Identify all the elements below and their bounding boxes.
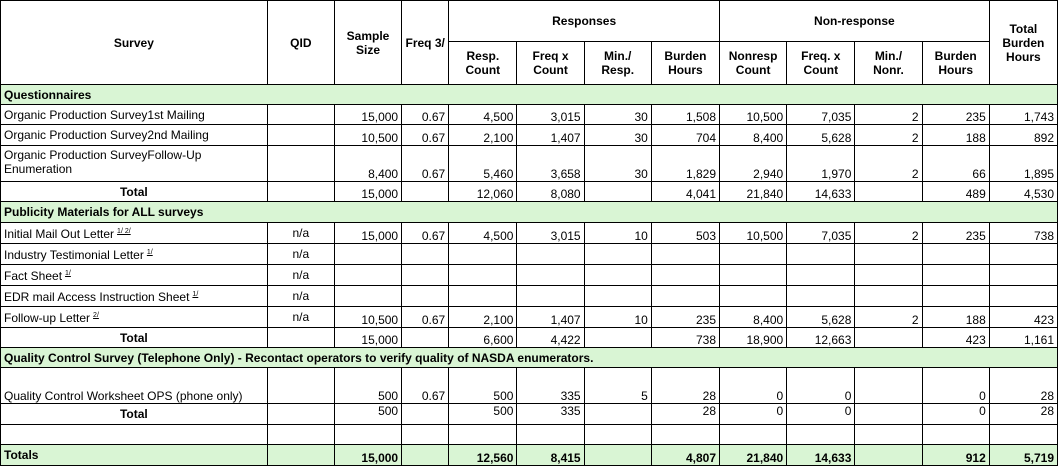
nonresp-count-cell: 2,940 (720, 146, 787, 182)
sample-size-cell: 500 (334, 368, 401, 404)
table-row (1, 368, 1058, 404)
total-row (1, 328, 1058, 348)
table-row (1, 105, 1058, 125)
total-burden-cell: 1,895 (989, 146, 1057, 182)
nonresp-count-cell: 21,840 (720, 182, 787, 202)
total-label: Total (1, 182, 268, 202)
nr-burden-hours-cell: 489 (922, 182, 989, 202)
sample-size-cell: 15,000 (334, 328, 401, 348)
section-row (1, 85, 1058, 105)
burden-hours-cell: 503 (651, 223, 719, 244)
freq-x-count-cell: 3,658 (517, 146, 584, 182)
freq-cell: 0.67 (402, 307, 449, 328)
total-row (1, 182, 1058, 202)
nonresp-count-cell: 0 (720, 368, 787, 404)
burden-hours-cell: 4,807 (651, 445, 719, 466)
nr-burden-hours-cell: 188 (922, 307, 989, 328)
table-row (1, 307, 1058, 328)
min-resp-cell: 30 (584, 146, 651, 182)
header-total-burden-hours: Total Burden Hours (989, 1, 1057, 85)
survey-name: Organic Production SurveyFollow-Up Enumeration (1, 146, 268, 182)
min-resp-cell: 30 (584, 125, 651, 146)
total-burden-cell: 28 (989, 368, 1057, 404)
footnote-marker: 2/ (93, 312, 99, 319)
footnote-marker: 1/ (192, 291, 199, 298)
total-burden-cell: 423 (989, 307, 1057, 328)
nr-burden-hours-cell: 235 (922, 105, 989, 125)
nonresp-count-cell: 10,500 (720, 105, 787, 125)
header-min-resp: Min./ Resp. (584, 42, 651, 85)
resp-count-cell: 500 (449, 368, 517, 404)
freq-x-count-cell: 8,080 (517, 182, 584, 202)
table-row (1, 223, 1058, 244)
resp-count-cell: 500 (449, 404, 517, 425)
header-burden-hours-nr: Burden Hours (922, 42, 989, 85)
footnote-marker: 1/ (146, 249, 153, 256)
min-resp-cell: 10 (584, 307, 651, 328)
total-label: Total (1, 404, 268, 425)
freq-cell: 0.67 (402, 223, 449, 244)
resp-count-cell: 12,060 (449, 182, 517, 202)
freq-x-count-cell: 1,407 (517, 307, 584, 328)
sample-size-cell: 8,400 (334, 146, 401, 182)
freq-x-count-cell: 3,015 (517, 105, 584, 125)
min-resp-cell: 10 (584, 223, 651, 244)
qid-cell (267, 146, 334, 182)
burden-hours-cell: 235 (651, 307, 719, 328)
section-row (1, 202, 1058, 223)
survey-name: Quality Control Worksheet OPS (phone only) (1, 368, 268, 404)
burden-hours-cell: 1,829 (651, 146, 719, 182)
nr-burden-hours-cell: 188 (922, 125, 989, 146)
qid-cell: n/a (267, 307, 334, 328)
resp-count-cell: 12,560 (449, 445, 517, 466)
survey-name (1, 286, 268, 307)
sample-size-cell: 500 (334, 404, 401, 425)
survey-name-text: Initial Mail Out Letter (4, 227, 115, 241)
nr-burden-hours-cell: 235 (922, 223, 989, 244)
min-nonr-cell: 2 (855, 125, 922, 146)
qid-cell: n/a (267, 286, 334, 307)
table-row (1, 286, 1058, 307)
nonresp-count-cell: 10,500 (720, 223, 787, 244)
total-label: Total (1, 328, 268, 348)
freq-cell: 0.67 (402, 368, 449, 404)
total-burden-cell: 5,719 (989, 445, 1057, 466)
min-nonr-cell: 2 (855, 307, 922, 328)
nr-freq-x-count-cell: 0 (787, 368, 855, 404)
nonresp-count-cell: 0 (720, 404, 787, 425)
nr-freq-x-count-cell: 14,633 (787, 445, 855, 466)
total-burden-cell: 4,530 (989, 182, 1057, 202)
table-row (1, 125, 1058, 146)
nr-freq-x-count-cell: 0 (787, 404, 855, 425)
survey-name: Organic Production Survey2nd Mailing (1, 125, 268, 146)
burden-hours-cell: 28 (651, 404, 719, 425)
header-freq-x-count: Freq x Count (517, 42, 584, 85)
sample-size-cell: 15,000 (334, 105, 401, 125)
burden-hours-cell: 4,041 (651, 182, 719, 202)
header-freq-x-count-nr: Freq. x Count (787, 42, 855, 85)
footnote-marker: 1/ 2/ (117, 228, 131, 235)
section-title: Publicity Materials for ALL surveys (1, 202, 1058, 223)
total-burden-cell: 28 (989, 404, 1057, 425)
survey-name (1, 223, 268, 244)
freq-cell: 0.67 (402, 105, 449, 125)
nr-freq-x-count-cell: 7,035 (787, 105, 855, 125)
header-min-nonr: Min./ Nonr. (855, 42, 922, 85)
min-nonr-cell: 2 (855, 146, 922, 182)
burden-hours-cell: 1,508 (651, 105, 719, 125)
nr-burden-hours-cell: 0 (922, 368, 989, 404)
nonresp-count-cell: 8,400 (720, 307, 787, 328)
header-non-response: Non-response (720, 1, 990, 42)
qid-cell: n/a (267, 244, 334, 265)
nr-burden-hours-cell: 0 (922, 404, 989, 425)
resp-count-cell: 4,500 (449, 105, 517, 125)
freq-x-count-cell: 4,422 (517, 328, 584, 348)
qid-cell: n/a (267, 223, 334, 244)
sample-size-cell: 15,000 (334, 445, 401, 466)
survey-name (1, 265, 268, 286)
nr-freq-x-count-cell: 12,663 (787, 328, 855, 348)
header-burden-hours: Burden Hours (651, 42, 719, 85)
burden-hours-cell: 28 (651, 368, 719, 404)
header-survey: Survey (1, 1, 268, 85)
nr-freq-x-count-cell: 7,035 (787, 223, 855, 244)
nonresp-count-cell: 18,900 (720, 328, 787, 348)
header-freq: Freq 3/ (402, 1, 449, 85)
footnote-marker: 1/ (65, 270, 71, 277)
grand-total-row (1, 445, 1058, 466)
qid-cell: n/a (267, 265, 334, 286)
nr-freq-x-count-cell: 14,633 (787, 182, 855, 202)
grand-total-label: Totals (1, 445, 268, 466)
nr-freq-x-count-cell: 5,628 (787, 307, 855, 328)
empty-row (1, 425, 1058, 445)
nr-burden-hours-cell: 66 (922, 146, 989, 182)
header-resp-count: Resp. Count (449, 42, 517, 85)
freq-cell: 0.67 (402, 125, 449, 146)
nr-freq-x-count-cell: 1,970 (787, 146, 855, 182)
sample-size-cell: 15,000 (334, 182, 401, 202)
table-row (1, 146, 1058, 182)
survey-name-text: EDR mail Access Instruction Sheet (4, 290, 190, 304)
min-resp-cell: 30 (584, 105, 651, 125)
freq-x-count-cell: 8,415 (517, 445, 584, 466)
total-burden-cell: 1,743 (989, 105, 1057, 125)
freq-x-count-cell: 335 (517, 368, 584, 404)
section-row (1, 348, 1058, 368)
table-row (1, 244, 1058, 265)
total-burden-cell: 1,161 (989, 328, 1057, 348)
header-responses: Responses (449, 1, 720, 42)
burden-hours-cell: 704 (651, 125, 719, 146)
burden-hours-cell: 738 (651, 328, 719, 348)
survey-name-text: Follow-up Letter (4, 311, 91, 325)
table-row (1, 265, 1058, 286)
total-row (1, 404, 1058, 425)
total-burden-cell: 892 (989, 125, 1057, 146)
nonresp-count-cell: 8,400 (720, 125, 787, 146)
survey-name-text: Industry Testimonial Letter (4, 248, 144, 262)
resp-count-cell: 6,600 (449, 328, 517, 348)
nr-burden-hours-cell: 912 (922, 445, 989, 466)
survey-name (1, 307, 268, 328)
sample-size-cell: 10,500 (334, 125, 401, 146)
survey-name (1, 244, 268, 265)
resp-count-cell: 2,100 (449, 307, 517, 328)
min-nonr-cell: 2 (855, 105, 922, 125)
header-nonresp-count: Nonresp Count (720, 42, 787, 85)
min-nonr-cell: 2 (855, 223, 922, 244)
nr-freq-x-count-cell: 5,628 (787, 125, 855, 146)
header-qid: QID (267, 1, 334, 85)
resp-count-cell: 2,100 (449, 125, 517, 146)
nr-burden-hours-cell: 423 (922, 328, 989, 348)
qid-cell (267, 105, 334, 125)
section-title: Questionnaires (1, 85, 1058, 105)
freq-x-count-cell: 1,407 (517, 125, 584, 146)
section-title: Quality Control Survey (Telephone Only) - Recontact operators to verify quality of NASDA enumerators. (1, 348, 1058, 368)
sample-size-cell: 10,500 (334, 307, 401, 328)
freq-x-count-cell: 3,015 (517, 223, 584, 244)
qid-cell (267, 125, 334, 146)
resp-count-cell: 5,460 (449, 146, 517, 182)
header-sample-size: Sample Size (334, 1, 401, 85)
min-resp-cell: 5 (584, 368, 651, 404)
survey-name-text: Fact Sheet (4, 269, 63, 283)
resp-count-cell: 4,500 (449, 223, 517, 244)
nonresp-count-cell: 21,840 (720, 445, 787, 466)
freq-x-count-cell: 335 (517, 404, 584, 425)
survey-name: Organic Production Survey1st Mailing (1, 105, 268, 125)
sample-size-cell: 15,000 (334, 223, 401, 244)
total-burden-cell: 738 (989, 223, 1057, 244)
freq-cell: 0.67 (402, 146, 449, 182)
